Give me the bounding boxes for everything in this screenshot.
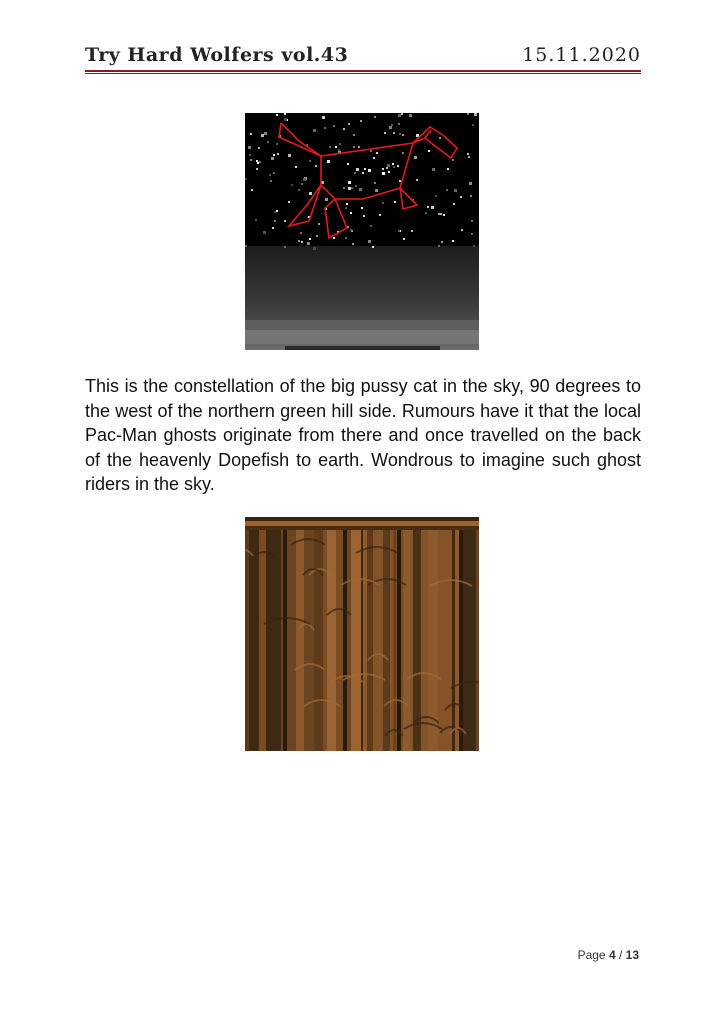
wood-grain (245, 530, 479, 751)
page-separator: / (615, 948, 626, 962)
constellation-image (245, 113, 479, 350)
page-current: 4 (608, 948, 616, 962)
wood-panel-image (245, 517, 479, 751)
page-total: 13 (625, 948, 639, 962)
constellation-graphic (245, 113, 479, 350)
page-footer (578, 948, 639, 962)
newsletter-title: Try Hard Wolfers vol.43 (85, 44, 349, 66)
issue-date: 15.11.2020 (522, 44, 641, 66)
body-paragraph: This is the constellation of the big pussy cat in the sky, 90 degrees to the west of the northern green hill side. Rumours have it that the local Pac-Man ghosts originate from there and once travelled on the back of the heavenly Dopefish to earth. Wondrous to imagine such ghost riders in the sky. (85, 376, 641, 494)
header-rule (85, 70, 641, 72)
wood-texture-graphic (245, 517, 479, 751)
page-label: Page (577, 948, 609, 962)
header-rule-thin (85, 73, 641, 74)
